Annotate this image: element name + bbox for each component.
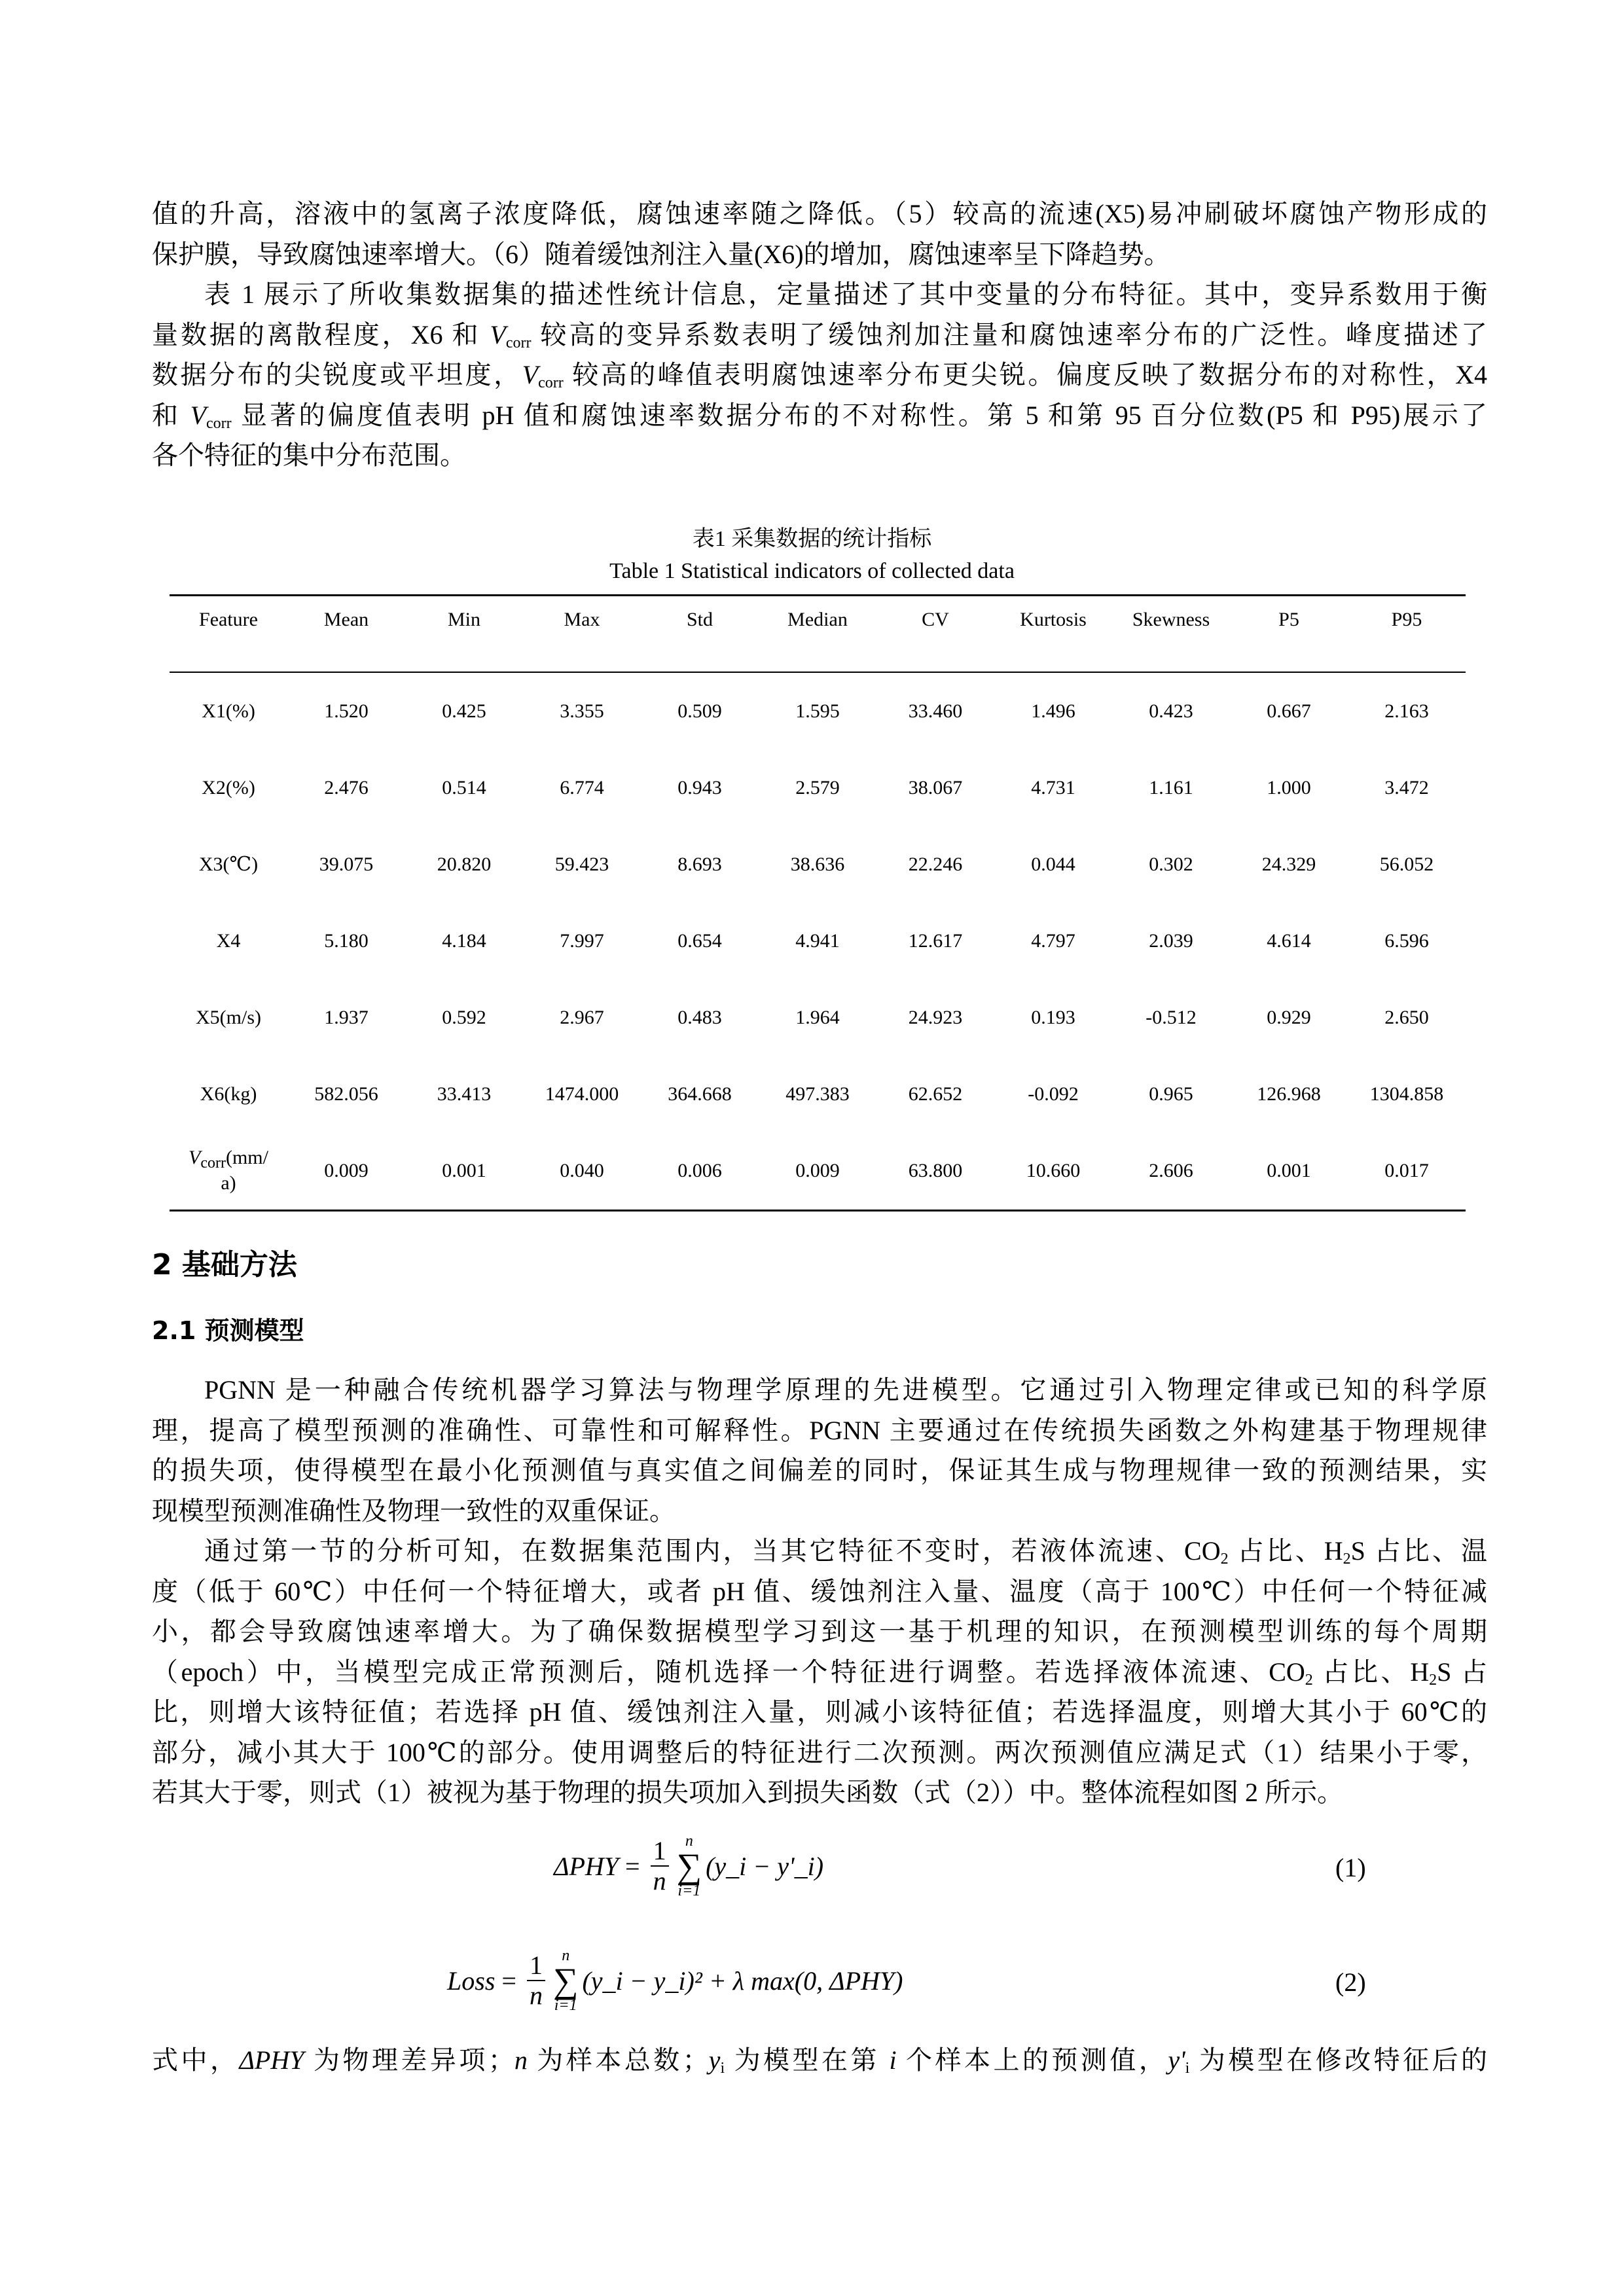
value-cell: 497.383 <box>785 1083 850 1105</box>
column-header: P95 <box>1391 609 1422 630</box>
value-cell: 0.193 <box>1031 1006 1075 1028</box>
math-symbol: n <box>514 2045 528 2075</box>
value-cell: 0.302 <box>1149 853 1193 875</box>
text-run: 为样本总数； <box>527 2045 709 2075</box>
equation-1-label: (1) <box>1335 1853 1366 1882</box>
value-cell: 1.595 <box>795 700 840 722</box>
value-cell: 582.056 <box>314 1083 378 1105</box>
sum-upper: n <box>685 1833 693 1850</box>
equation-2 <box>447 1947 903 2014</box>
value-cell: 0.017 <box>1384 1159 1429 1181</box>
text-run: 比，则增大该特征值；若选择 pH 值、缓蚀剂注入量，则减小该特征值；若选择温度，则增大其小于 60℃的 <box>152 1697 1487 1727</box>
summation <box>553 1947 579 2014</box>
value-cell: 5.180 <box>324 929 369 952</box>
math-symbol: i <box>889 2045 897 2075</box>
text-line <box>152 395 1487 436</box>
text-run: 占比、H <box>1312 1657 1430 1687</box>
value-cell: 1.161 <box>1149 776 1193 798</box>
value-cell: 1.964 <box>795 1006 840 1028</box>
text-run: 的损失项，使得模型在最小化预测值与真实值之间偏差的同时，保证其生成与物理规律一致的预测结果，实 <box>152 1456 1487 1485</box>
vcorr-unit: a) <box>221 1172 236 1194</box>
subscript: 2 <box>1220 1551 1229 1568</box>
value-cell: 4.797 <box>1031 929 1075 952</box>
value-cell: 2.163 <box>1384 700 1429 722</box>
value-cell: 1.937 <box>324 1006 369 1028</box>
text-run: 为模型在修改特征后的 <box>1189 2045 1487 2075</box>
column-header: Mean <box>323 609 369 630</box>
table-bottom-rule <box>170 1210 1466 1211</box>
text-line <box>152 1611 1487 1652</box>
text-line <box>152 2040 1487 2081</box>
eq-sign: = <box>501 1965 516 1996</box>
value-cell: 0.509 <box>677 700 722 722</box>
value-cell: 2.606 <box>1149 1159 1193 1181</box>
text-run: PGNN 是一种融合传统机器学习算法与物理学原理的先进模型。它通过引入物理定律或已知的科学原 <box>204 1375 1487 1405</box>
value-cell: 22.246 <box>908 853 963 875</box>
value-cell: 4.614 <box>1267 929 1311 952</box>
text-line <box>152 435 1487 476</box>
text-run: S 占 <box>1437 1657 1487 1687</box>
value-cell: 1304.858 <box>1369 1083 1444 1105</box>
feature-cell <box>170 1132 287 1209</box>
text-run: 占比、H <box>1228 1536 1343 1566</box>
value-cell: 33.460 <box>908 700 963 722</box>
value-cell: 1.520 <box>324 700 369 722</box>
value-cell: 0.929 <box>1267 1006 1311 1028</box>
text-run: 显著的偏度值表明 pH 值和腐蚀速率数据分布的不对称性。第 5 和第 95 百分位数(P5 和 P95)展示了 <box>231 400 1487 430</box>
numerator: 1 <box>527 1951 545 1981</box>
value-cell: 63.800 <box>908 1159 963 1181</box>
eq-sign: = <box>625 1851 640 1881</box>
value-cell: 2.476 <box>324 776 369 798</box>
value-cell: 2.967 <box>560 1006 604 1028</box>
column-header: Max <box>564 609 600 630</box>
value-cell: 0.044 <box>1031 853 1075 875</box>
column-header: Std <box>686 609 713 630</box>
text-line <box>152 1531 1487 1571</box>
text-run: 量数据的离散程度，X6 和 <box>152 319 490 350</box>
subsection-heading: 2.1 预测模型 <box>152 1316 304 1345</box>
denominator: n <box>529 1981 543 2010</box>
text-run: 式中， <box>152 2045 240 2075</box>
text-run: 部分，减小其大于 100℃的部分。使用调整后的特征进行二次预测。两次预测值应满足式（1）结果小于零， <box>152 1737 1487 1767</box>
math-symbol: y' <box>1168 2045 1185 2075</box>
value-cell: 8.693 <box>677 853 722 875</box>
text-run: 为模型在第 <box>725 2045 890 2075</box>
eq-lhs: ΔPHY <box>554 1851 619 1881</box>
math-symbol: ΔPHY <box>239 2045 304 2075</box>
subscript: 2 <box>1343 1551 1351 1568</box>
subscript: corr <box>538 374 564 391</box>
table-caption-en: Table 1 Statistical indicators of collected data <box>609 559 1015 583</box>
value-cell: 33.413 <box>437 1083 492 1105</box>
value-cell: 38.067 <box>908 776 963 798</box>
column-header: P5 <box>1278 609 1299 630</box>
subscript: corr <box>505 334 532 351</box>
table-top-rule <box>170 594 1466 596</box>
value-cell: 2.650 <box>1384 1006 1429 1028</box>
text-run: （epoch）中，当模型完成正常预测后，随机选择一个特征进行调整。若选择液体流速、CO <box>152 1657 1305 1687</box>
feature-cell: X2(%) <box>202 776 255 798</box>
denominator: n <box>653 1866 666 1895</box>
value-cell: 7.997 <box>560 929 604 952</box>
text-line <box>152 355 1487 395</box>
table-row <box>170 826 1466 903</box>
table-row <box>170 903 1466 979</box>
value-cell: 0.009 <box>324 1159 369 1181</box>
value-cell: -0.512 <box>1146 1006 1197 1028</box>
intro-paragraphs <box>152 194 1487 476</box>
eq-lhs: Loss <box>447 1965 496 1996</box>
eq-body: (y_i − y'_i) <box>706 1851 824 1881</box>
value-cell: 2.039 <box>1149 929 1193 952</box>
value-cell: 10.660 <box>1026 1159 1081 1181</box>
feature-cell: X1(%) <box>202 700 255 722</box>
value-cell: 0.483 <box>677 1006 722 1028</box>
text-run: 度（低于 60℃）中任何一个特征增大，或者 pH 值、缓蚀剂注入量、温度（高于 100℃）中任何一个特征减 <box>152 1576 1487 1606</box>
value-cell: 24.329 <box>1261 853 1316 875</box>
text-line <box>152 1652 1487 1693</box>
value-cell: 4.731 <box>1031 776 1075 798</box>
text-line <box>152 274 1487 315</box>
table-row <box>170 1056 1466 1132</box>
table-caption-cn: 表1 采集数据的统计指标 <box>692 527 932 551</box>
sigma-icon: ∑ <box>552 1961 579 2000</box>
subscript: 2 <box>1305 1671 1313 1689</box>
value-cell: 6.596 <box>1384 929 1429 952</box>
value-cell: 38.636 <box>790 853 845 875</box>
value-cell: 56.052 <box>1379 853 1434 875</box>
text-run: 若其大于零，则式（1）被视为基于物理的损失项加入到损失函数（式（2））中。整体流程如图 2 所示。 <box>152 1778 1343 1807</box>
table-row <box>170 749 1466 826</box>
math-symbol: V <box>190 400 206 430</box>
value-cell: 1.496 <box>1031 700 1075 722</box>
subscript: i <box>1185 2060 1190 2077</box>
table-row <box>170 673 1466 749</box>
feature-cell: X4 <box>216 929 241 952</box>
text-run: S 占比、温 <box>1350 1536 1487 1566</box>
value-cell: 62.652 <box>908 1083 963 1105</box>
text-run: 通过第一节的分析可知，在数据集范围内，当其它特征不变时，若液体流速、CO <box>204 1536 1221 1566</box>
value-cell: 3.355 <box>560 700 604 722</box>
value-cell: 0.423 <box>1149 700 1193 722</box>
text-run: 数据分布的尖锐度或平坦度， <box>152 360 522 389</box>
eq-body: (y_i − y_i)² + λ max(0, ΔPHY) <box>582 1965 903 1996</box>
value-cell: 1474.000 <box>545 1083 619 1105</box>
sigma-icon: ∑ <box>676 1846 702 1886</box>
equation-1 <box>554 1833 823 1899</box>
value-cell: 39.075 <box>319 853 374 875</box>
value-cell: 6.774 <box>560 776 604 798</box>
table-row <box>170 979 1466 1056</box>
text-run: 表 1 展示了所收集数据集的描述性统计信息，定量描述了其中变量的分布特征。其中，变异系数用于衡 <box>204 279 1487 309</box>
text-line <box>152 315 1487 355</box>
text-run: 值的升高，溶液中的氢离子浓度降低，腐蚀速率随之降低。（5）较高的流速(X5)易冲刷破坏腐蚀产物形成的 <box>152 199 1487 228</box>
sum-lower: i=1 <box>677 1882 701 1899</box>
math-symbol: V <box>189 1147 201 1168</box>
text-run: 各个特征的集中分布范围。 <box>152 440 466 470</box>
text-run: 个样本上的预测值， <box>896 2045 1168 2075</box>
value-cell: 24.923 <box>908 1006 963 1028</box>
value-cell: 0.943 <box>677 776 722 798</box>
text-run: 较高的变异系数表明了缓蚀剂加注量和腐蚀速率分布的广泛性。峰度描述了 <box>531 319 1487 350</box>
text-run: 保护膜，导致腐蚀速率增大。（6）随着缓蚀剂注入量(X6)的增加，腐蚀速率呈下降趋势。 <box>152 239 1170 269</box>
text-line <box>152 1410 1487 1451</box>
sum-upper: n <box>562 1947 570 1964</box>
subscript: corr <box>200 1155 226 1172</box>
value-cell: 364.668 <box>668 1083 732 1105</box>
subscript: 2 <box>1429 1671 1437 1689</box>
text-line <box>152 1370 1487 1410</box>
text-line <box>152 1772 1487 1813</box>
section-heading: 2 基础方法 <box>152 1248 297 1282</box>
value-cell: 0.006 <box>677 1159 722 1181</box>
value-cell: 4.941 <box>795 929 840 952</box>
value-cell: 0.654 <box>677 929 722 952</box>
column-header: Min <box>447 609 480 630</box>
math-symbol: V <box>522 360 539 389</box>
column-header: Skewness <box>1132 609 1210 630</box>
text-run: 较高的峰值表明腐蚀速率分布更尖锐。偏度反映了数据分布的对称性，X4 <box>563 360 1487 389</box>
value-cell: 3.472 <box>1384 776 1429 798</box>
value-cell: 59.423 <box>554 853 609 875</box>
value-cell: 0.009 <box>795 1159 840 1181</box>
value-cell: 12.617 <box>908 929 963 952</box>
numerator: 1 <box>651 1837 669 1867</box>
text-line <box>152 1450 1487 1491</box>
value-cell: 0.965 <box>1149 1083 1193 1105</box>
text-run: 和 <box>152 400 190 430</box>
text-line <box>152 234 1487 275</box>
feature-cell: X6(kg) <box>200 1083 257 1105</box>
column-header: Feature <box>199 609 258 630</box>
value-cell: 0.592 <box>442 1006 486 1028</box>
math-symbol: y <box>708 2045 721 2075</box>
value-cell: 1.000 <box>1267 776 1311 798</box>
fraction <box>527 1951 545 2010</box>
math-symbol: V <box>490 319 506 350</box>
feature-cell: X3(℃) <box>198 853 259 875</box>
column-header: CV <box>922 609 949 630</box>
value-cell: 0.667 <box>1267 700 1311 722</box>
table-row <box>170 1132 1466 1209</box>
text-run: 现模型预测准确性及物理一致性的双重保证。 <box>152 1496 676 1526</box>
feature-cell: X5(m/s) <box>196 1006 261 1028</box>
equation-2-label: (2) <box>1335 1967 1366 1997</box>
value-cell: 0.001 <box>442 1159 486 1181</box>
value-cell: 0.425 <box>442 700 486 722</box>
text-run: (mm/ <box>225 1147 268 1168</box>
value-cell: -0.092 <box>1028 1083 1079 1105</box>
method-paragraphs <box>152 1370 1487 1813</box>
sum-lower: i=1 <box>554 1997 577 2014</box>
text-line <box>152 1491 1487 1532</box>
text-line <box>152 1692 1487 1732</box>
text-line <box>152 1732 1487 1773</box>
column-header: Kurtosis <box>1020 609 1087 630</box>
column-header: Median <box>787 609 848 630</box>
value-cell: 0.001 <box>1267 1159 1311 1181</box>
value-cell: 20.820 <box>437 853 492 875</box>
value-cell: 0.040 <box>560 1159 604 1181</box>
value-cell: 0.514 <box>442 776 486 798</box>
variable-legend <box>152 2040 1487 2081</box>
table-header <box>170 609 1466 631</box>
summation <box>677 1833 702 1899</box>
subscript: i <box>720 2060 725 2077</box>
text-run: 为物理差异项； <box>304 2045 514 2075</box>
text-run: 小，都会导致腐蚀速率增大。为了确保数据模型学习到这一基于机理的知识，在预测模型训练的每个周期 <box>152 1617 1487 1646</box>
vcorr-label <box>170 1147 287 1172</box>
value-cell: 2.579 <box>795 776 840 798</box>
value-cell: 126.968 <box>1257 1083 1321 1105</box>
fraction <box>651 1837 669 1895</box>
value-cell: 4.184 <box>442 929 486 952</box>
text-line <box>152 1571 1487 1612</box>
statistics-table <box>170 673 1466 1209</box>
text-line <box>152 194 1487 234</box>
subscript: corr <box>206 414 232 432</box>
text-run: 理，提高了模型预测的准确性、可靠性和可解释性。PGNN 主要通过在传统损失函数之外构建基于物理规律 <box>152 1415 1487 1445</box>
